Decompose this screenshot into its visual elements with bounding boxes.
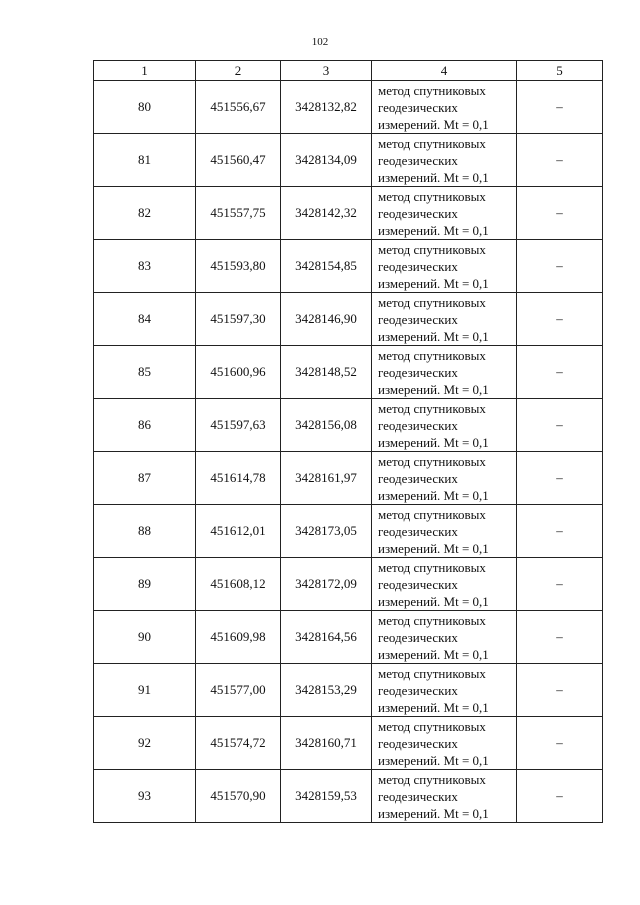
method-cell [372,558,517,611]
point-number-cell: 82 [94,187,196,240]
table-row [94,187,603,240]
point-number-cell: 87 [94,452,196,505]
method-text-line: измерений. Mt = 0,1 [378,116,489,132]
method-text-line: измерений. Mt = 0,1 [378,593,489,609]
table-row [94,134,603,187]
method-text-line: метод спутниковых [378,771,486,787]
point-number-cell: 93 [94,770,196,823]
coordinates-table [93,60,603,823]
method-text-line: измерений. Mt = 0,1 [378,646,489,662]
method-text-line: геодезических [378,629,458,645]
point-number-cell: 84 [94,293,196,346]
note-cell: – [517,81,603,134]
method-text-line: геодезических [378,258,458,274]
method-text-line: геодезических [378,576,458,592]
method-cell [372,346,517,399]
note-cell: – [517,611,603,664]
method-text-line: измерений. Mt = 0,1 [378,805,489,821]
y-coordinate-cell: 3428161,97 [281,452,372,505]
point-number-cell: 80 [94,81,196,134]
x-coordinate-cell: 451574,72 [196,717,281,770]
note-cell: – [517,770,603,823]
method-text-line: геодезических [378,205,458,221]
method-text-line: измерений. Mt = 0,1 [378,222,489,238]
method-text-line: измерений. Mt = 0,1 [378,275,489,291]
method-cell [372,399,517,452]
header-col-2: 2 [196,61,281,81]
point-number-cell: 90 [94,611,196,664]
y-coordinate-cell: 3428159,53 [281,770,372,823]
point-number-cell: 86 [94,399,196,452]
y-coordinate-cell: 3428153,29 [281,664,372,717]
method-cell [372,134,517,187]
method-cell [372,452,517,505]
method-text-line: геодезических [378,99,458,115]
x-coordinate-cell: 451570,90 [196,770,281,823]
method-text-line: метод спутниковых [378,82,486,98]
x-coordinate-cell: 451577,00 [196,664,281,717]
method-text-line: геодезических [378,523,458,539]
y-coordinate-cell: 3428160,71 [281,717,372,770]
table-header [94,61,603,81]
y-coordinate-cell: 3428148,52 [281,346,372,399]
note-cell: – [517,187,603,240]
y-coordinate-cell: 3428146,90 [281,293,372,346]
method-text-line: измерений. Mt = 0,1 [378,169,489,185]
method-text-line: измерений. Mt = 0,1 [378,328,489,344]
table-row [94,240,603,293]
point-number-cell: 83 [94,240,196,293]
method-text-line: метод спутниковых [378,559,486,575]
x-coordinate-cell: 451556,67 [196,81,281,134]
table-row [94,505,603,558]
table-row [94,81,603,134]
method-cell [372,240,517,293]
method-text-line: метод спутниковых [378,453,486,469]
y-coordinate-cell: 3428156,08 [281,399,372,452]
note-cell: – [517,452,603,505]
method-cell [372,293,517,346]
y-coordinate-cell: 3428134,09 [281,134,372,187]
y-coordinate-cell: 3428142,32 [281,187,372,240]
method-text-line: геодезических [378,470,458,486]
method-text-line: метод спутниковых [378,241,486,257]
method-text-line: метод спутниковых [378,400,486,416]
method-text-line: геодезических [378,417,458,433]
x-coordinate-cell: 451608,12 [196,558,281,611]
method-text-line: метод спутниковых [378,135,486,151]
method-cell [372,187,517,240]
y-coordinate-cell: 3428172,09 [281,558,372,611]
page-number: 102 [311,36,329,48]
method-text-line: измерений. Mt = 0,1 [378,752,489,768]
note-cell: – [517,293,603,346]
y-coordinate-cell: 3428173,05 [281,505,372,558]
header-col-4: 4 [372,61,517,81]
x-coordinate-cell: 451560,47 [196,134,281,187]
y-coordinate-cell: 3428132,82 [281,81,372,134]
y-coordinate-cell: 3428164,56 [281,611,372,664]
method-text-line: геодезических [378,735,458,751]
header-col-5: 5 [517,61,603,81]
method-text-line: измерений. Mt = 0,1 [378,699,489,715]
table-row [94,558,603,611]
y-coordinate-cell: 3428154,85 [281,240,372,293]
method-text-line: метод спутниковых [378,506,486,522]
x-coordinate-cell: 451614,78 [196,452,281,505]
method-text-line: метод спутниковых [378,665,486,681]
method-text-line: метод спутниковых [378,347,486,363]
method-text-line: измерений. Mt = 0,1 [378,434,489,450]
note-cell: – [517,240,603,293]
method-text-line: метод спутниковых [378,188,486,204]
method-cell [372,611,517,664]
x-coordinate-cell: 451597,63 [196,399,281,452]
header-col-3: 3 [281,61,372,81]
point-number-cell: 91 [94,664,196,717]
method-text-line: метод спутниковых [378,718,486,734]
method-text-line: геодезических [378,311,458,327]
note-cell: – [517,717,603,770]
method-cell [372,664,517,717]
table-row [94,346,603,399]
table-body [94,81,603,823]
method-text-line: геодезических [378,364,458,380]
method-text-line: метод спутниковых [378,294,486,310]
method-text-line: геодезических [378,152,458,168]
method-text-line: измерений. Mt = 0,1 [378,381,489,397]
table-row [94,293,603,346]
x-coordinate-cell: 451557,75 [196,187,281,240]
note-cell: – [517,134,603,187]
table-row [94,717,603,770]
table-row [94,452,603,505]
method-text-line: измерений. Mt = 0,1 [378,540,489,556]
point-number-cell: 89 [94,558,196,611]
method-text-line: метод спутниковых [378,612,486,628]
table-row [94,664,603,717]
method-text-line: геодезических [378,682,458,698]
note-cell: – [517,346,603,399]
method-text-line: измерений. Mt = 0,1 [378,487,489,503]
x-coordinate-cell: 451597,30 [196,293,281,346]
x-coordinate-cell: 451600,96 [196,346,281,399]
table-row [94,611,603,664]
point-number-cell: 92 [94,717,196,770]
header-row [94,61,603,81]
note-cell: – [517,399,603,452]
point-number-cell: 88 [94,505,196,558]
method-cell [372,717,517,770]
method-cell [372,505,517,558]
table-row [94,399,603,452]
point-number-cell: 85 [94,346,196,399]
method-text-line: геодезических [378,788,458,804]
note-cell: – [517,558,603,611]
x-coordinate-cell: 451593,80 [196,240,281,293]
table-row [94,770,603,823]
method-cell [372,81,517,134]
x-coordinate-cell: 451609,98 [196,611,281,664]
point-number-cell: 81 [94,134,196,187]
x-coordinate-cell: 451612,01 [196,505,281,558]
method-cell [372,770,517,823]
note-cell: – [517,505,603,558]
note-cell: – [517,664,603,717]
header-col-1: 1 [94,61,196,81]
